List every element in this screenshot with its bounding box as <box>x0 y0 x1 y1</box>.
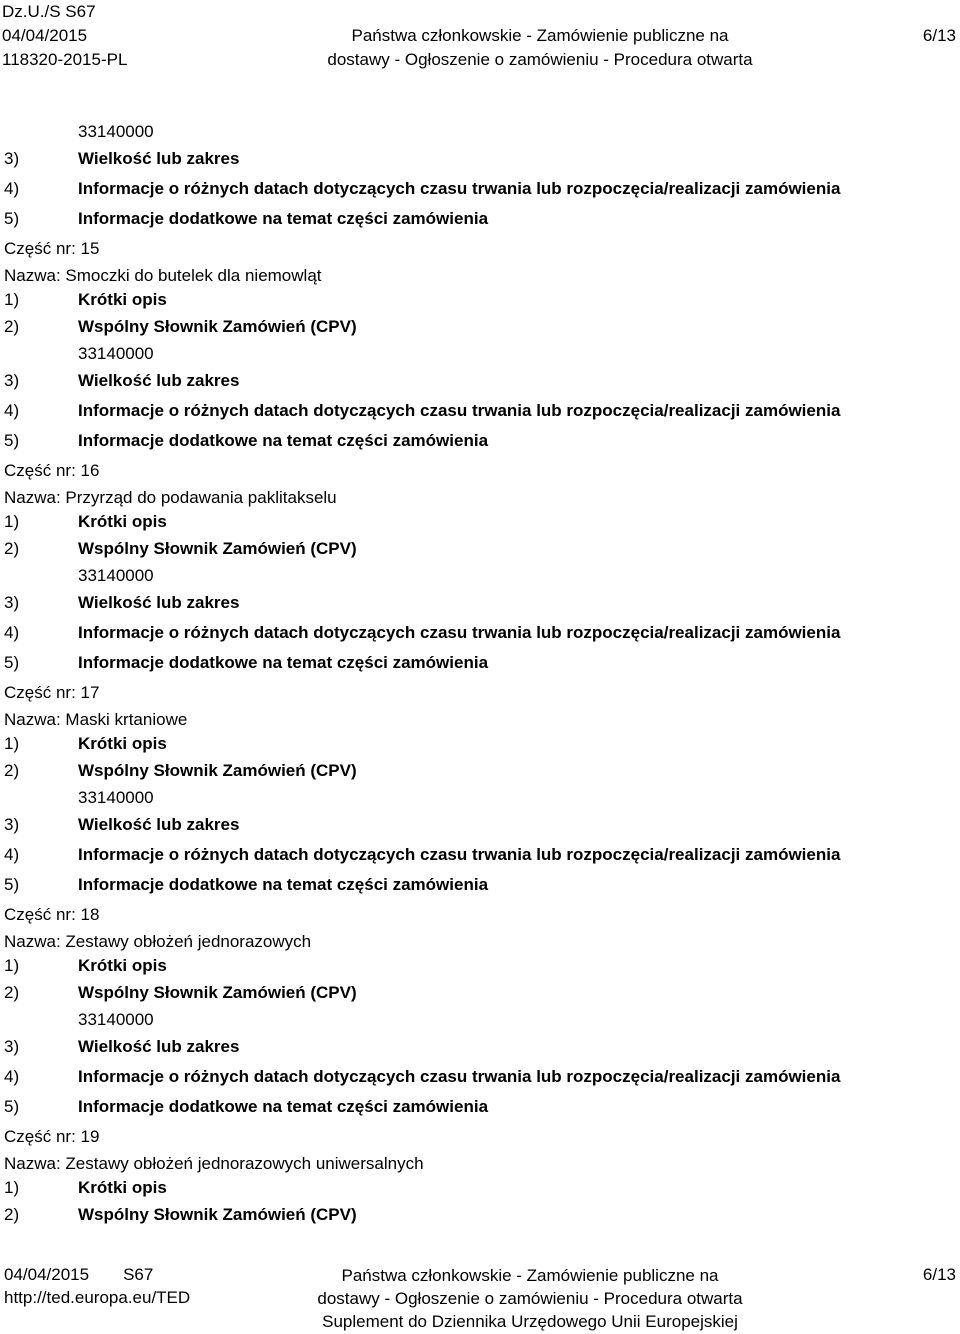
section-title: Informacje dodatkowe na temat części zamówienia <box>78 209 489 228</box>
part-name-label: Nazwa: <box>4 266 66 285</box>
part-number-line <box>4 1122 954 1152</box>
document-body <box>4 120 954 1230</box>
part-number: 16 <box>80 461 100 480</box>
section-number: 1) <box>4 1178 20 1197</box>
section-title: Wspólny Słownik Zamówień (CPV) <box>78 317 357 336</box>
section-number: 3) <box>4 371 20 390</box>
parts-list <box>4 234 954 1230</box>
section-number: 2) <box>4 761 20 780</box>
part-name: Zestawy obłożeń jednorazowych uniwersalnych <box>65 1154 424 1173</box>
section-4-heading <box>4 174 954 204</box>
cpv-code: 33140000 <box>78 344 154 363</box>
section-number: 4) <box>4 179 20 198</box>
header-page-number: 6/13 <box>922 26 956 45</box>
section-3-heading <box>4 588 954 618</box>
part-number: 19 <box>80 1127 100 1146</box>
section-title: Informacje o różnych datach dotyczących czasu trwania lub rozpoczęcia/realizacji zamówienia <box>78 623 841 642</box>
section-number: 3) <box>4 593 20 612</box>
section-title: Wspólny Słownik Zamówień (CPV) <box>78 1205 357 1224</box>
section-title: Wspólny Słownik Zamówień (CPV) <box>78 761 357 780</box>
section-5-heading <box>4 870 954 900</box>
part-name: Przyrząd do podawania paklitakselu <box>65 488 337 507</box>
section-title: Informacje dodatkowe na temat części zamówienia <box>78 431 489 450</box>
part-name-label: Nazwa: <box>4 488 66 507</box>
section-title: Informacje o różnych datach dotyczących czasu trwania lub rozpoczęcia/realizacji zamówienia <box>78 401 841 420</box>
section-number: 5) <box>4 431 20 450</box>
section-5-heading <box>4 1092 954 1122</box>
section-number: 4) <box>4 623 20 642</box>
section-number: 5) <box>4 653 20 672</box>
part-number-line <box>4 456 954 486</box>
part-name: Smoczki do butelek dla niemowląt <box>65 266 322 285</box>
section-title: Informacje o różnych datach dotyczących czasu trwania lub rozpoczęcia/realizacji zamówienia <box>78 179 841 198</box>
section-2-heading <box>4 534 954 564</box>
part-name-line <box>4 1152 954 1176</box>
cpv-code: 33140000 <box>78 122 154 141</box>
cpv-code: 33140000 <box>78 788 154 807</box>
footer-title-line-1: Państwa członkowskie - Zamówienie publiczne na <box>341 1266 719 1285</box>
section-title: Wielkość lub zakres <box>78 815 240 834</box>
journal-ref: Dz.U./S S67 <box>2 2 96 21</box>
section-number: 2) <box>4 539 20 558</box>
part-number: 15 <box>80 239 100 258</box>
page-footer <box>0 1264 960 1334</box>
section-title: Wielkość lub zakres <box>78 371 240 390</box>
section-4-heading <box>4 1062 954 1092</box>
page-header <box>0 0 960 70</box>
section-number: 2) <box>4 1205 20 1224</box>
section-2-heading <box>4 756 954 786</box>
section-5-heading <box>4 426 954 456</box>
part-name-line <box>4 708 954 732</box>
section-number: 3) <box>4 149 20 168</box>
section-3-heading <box>4 366 954 396</box>
section-number: 4) <box>4 1067 20 1086</box>
section-2-heading <box>4 978 954 1008</box>
section-4-heading <box>4 840 954 870</box>
part-number-label: Część nr: <box>4 461 81 480</box>
part-number-line <box>4 900 954 930</box>
section-title: Informacje dodatkowe na temat części zamówienia <box>78 875 489 894</box>
section-title: Krótki opis <box>78 734 167 753</box>
section-title: Krótki opis <box>78 290 167 309</box>
section-number: 5) <box>4 1097 20 1116</box>
part-name: Maski krtaniowe <box>65 710 188 729</box>
section-1-heading <box>4 1176 954 1200</box>
section-number: 2) <box>4 983 20 1002</box>
part-name-label: Nazwa: <box>4 710 66 729</box>
section-title: Informacje o różnych datach dotyczących czasu trwania lub rozpoczęcia/realizacji zamówienia <box>78 1067 841 1086</box>
section-number: 1) <box>4 956 20 975</box>
section-2-heading <box>4 312 954 342</box>
section-4-heading <box>4 618 954 648</box>
section-3-heading <box>4 144 954 174</box>
section-2-heading <box>4 1200 954 1230</box>
section-number: 4) <box>4 401 20 420</box>
footer-page-number: 6/13 <box>922 1265 956 1284</box>
section-number: 3) <box>4 815 20 834</box>
section-number: 2) <box>4 317 20 336</box>
section-5-heading <box>4 204 954 234</box>
header-title <box>300 24 780 72</box>
part-block <box>4 456 954 678</box>
section-title: Wielkość lub zakres <box>78 1037 240 1056</box>
part-number-label: Część nr: <box>4 239 81 258</box>
section-title: Krótki opis <box>78 1178 167 1197</box>
section-number: 4) <box>4 845 20 864</box>
section-title: Krótki opis <box>78 512 167 531</box>
section-3-heading <box>4 810 954 840</box>
section-title: Wielkość lub zakres <box>78 593 240 612</box>
section-number: 1) <box>4 290 20 309</box>
part-name-line <box>4 486 954 510</box>
part-number-line <box>4 234 954 264</box>
section-number: 5) <box>4 875 20 894</box>
header-title-line-1: Państwa członkowskie - Zamówienie publiczne na <box>351 26 729 45</box>
part-block <box>4 234 954 456</box>
footer-title <box>300 1264 760 1333</box>
part-number-line <box>4 678 954 708</box>
part-name: Zestawy obłożeń jednorazowych <box>65 932 312 951</box>
cpv-code: 33140000 <box>78 1010 154 1029</box>
section-title: Wielkość lub zakres <box>78 149 240 168</box>
section-title: Krótki opis <box>78 956 167 975</box>
cpv-code: 33140000 <box>78 566 154 585</box>
footer-url: http://ted.europa.eu/TED <box>4 1288 191 1307</box>
footer-edition: S67 <box>123 1265 154 1284</box>
part-block <box>4 900 954 1122</box>
part-number-label: Część nr: <box>4 905 81 924</box>
header-left <box>2 0 127 72</box>
section-4-heading <box>4 396 954 426</box>
section-1-heading <box>4 954 954 978</box>
part-number-label: Część nr: <box>4 1127 81 1146</box>
section-1-heading <box>4 732 954 756</box>
part-block <box>4 1122 954 1230</box>
section-1-heading <box>4 288 954 312</box>
section-number: 1) <box>4 734 20 753</box>
section-1-heading <box>4 510 954 534</box>
section-3-heading <box>4 1032 954 1062</box>
part-block <box>4 678 954 900</box>
section-number: 3) <box>4 1037 20 1056</box>
section-5-heading <box>4 648 954 678</box>
section-title: Informacje dodatkowe na temat części zamówienia <box>78 653 489 672</box>
section-title: Wspólny Słownik Zamówień (CPV) <box>78 539 357 558</box>
footer-date: 04/04/2015 <box>4 1265 90 1284</box>
section-title: Informacje o różnych datach dotyczących czasu trwania lub rozpoczęcia/realizacji zamówienia <box>78 845 841 864</box>
footer-date-edition <box>4 1264 153 1286</box>
footer-title-line-2: dostawy - Ogłoszenie o zamówieniu - Procedura otwarta <box>317 1289 743 1308</box>
part-name-label: Nazwa: <box>4 1154 66 1173</box>
notice-id: 118320-2015-PL <box>2 50 128 69</box>
part-number: 17 <box>80 683 100 702</box>
footer-title-line-3: Suplement do Dziennika Urzędowego Unii Europejskiej <box>322 1312 738 1331</box>
part-number-label: Część nr: <box>4 683 81 702</box>
section-title: Informacje dodatkowe na temat części zamówienia <box>78 1097 489 1116</box>
section-title: Wspólny Słownik Zamówień (CPV) <box>78 983 357 1002</box>
part-name-label: Nazwa: <box>4 932 66 951</box>
part-name-line <box>4 264 954 288</box>
header-title-line-2: dostawy - Ogłoszenie o zamówieniu - Procedura otwarta <box>327 50 753 69</box>
section-number: 5) <box>4 209 20 228</box>
section-number: 1) <box>4 512 20 531</box>
part-number: 18 <box>80 905 100 924</box>
part-name-line <box>4 930 954 954</box>
header-date: 04/04/2015 <box>2 26 88 45</box>
